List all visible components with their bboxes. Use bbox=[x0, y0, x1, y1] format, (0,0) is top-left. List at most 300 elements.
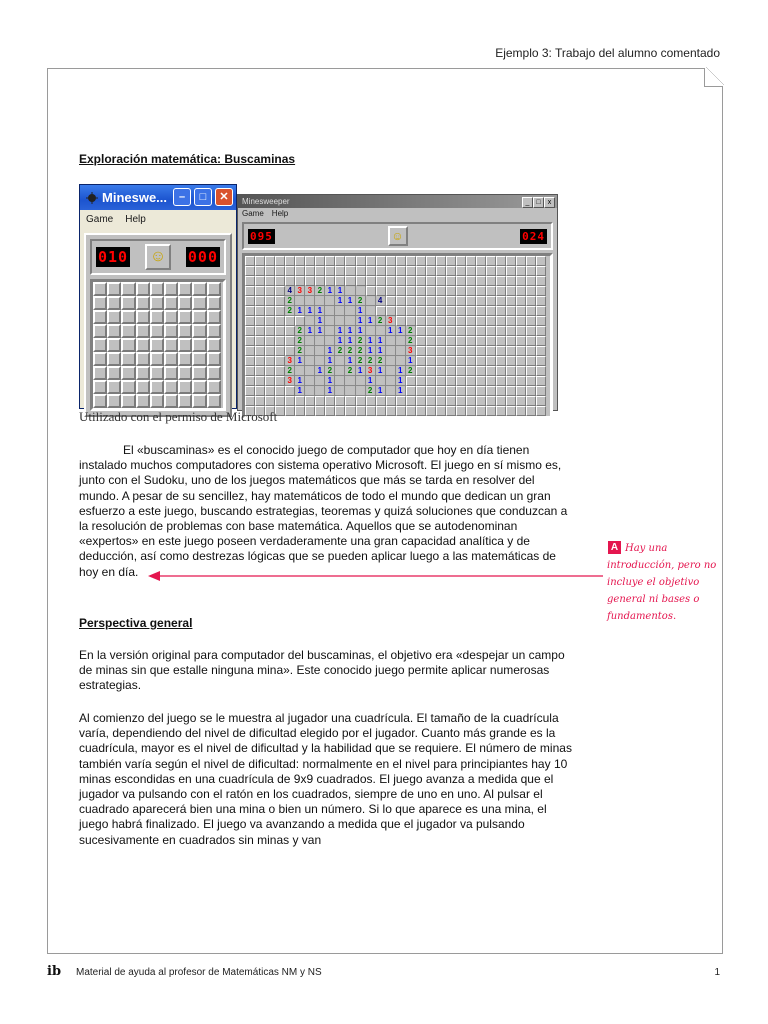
grid-cell[interactable] bbox=[305, 406, 315, 416]
grid-cell[interactable] bbox=[121, 282, 135, 296]
grid-cell[interactable] bbox=[356, 286, 366, 296]
grid-cell[interactable] bbox=[396, 336, 406, 346]
grid-cell[interactable] bbox=[536, 276, 546, 286]
grid-cell[interactable] bbox=[366, 276, 376, 286]
grid-cell[interactable]: 2 bbox=[366, 356, 376, 366]
grid-cell[interactable] bbox=[345, 316, 355, 326]
grid-cell[interactable] bbox=[406, 376, 416, 386]
grid-cell[interactable] bbox=[265, 396, 275, 406]
grid-cell[interactable] bbox=[516, 366, 526, 376]
grid-cell[interactable] bbox=[386, 346, 396, 356]
grid-cell[interactable] bbox=[446, 396, 456, 406]
grid-cell[interactable]: 1 bbox=[366, 346, 376, 356]
grid-cell[interactable] bbox=[486, 386, 496, 396]
grid-cell[interactable] bbox=[192, 352, 206, 366]
grid-cell[interactable] bbox=[335, 276, 345, 286]
grid-cell[interactable]: 2 bbox=[366, 386, 376, 396]
grid-cell[interactable] bbox=[476, 256, 486, 266]
grid-cell[interactable] bbox=[245, 336, 255, 346]
grid-cell[interactable] bbox=[506, 286, 516, 296]
grid-cell[interactable] bbox=[456, 336, 466, 346]
grid-cell[interactable] bbox=[325, 326, 335, 336]
grid-cell[interactable]: 3 bbox=[366, 366, 376, 376]
grid-cell[interactable] bbox=[476, 386, 486, 396]
grid-cell[interactable] bbox=[285, 346, 295, 356]
grid-cell[interactable] bbox=[396, 346, 406, 356]
grid-cell[interactable] bbox=[496, 306, 506, 316]
grid-cell[interactable]: 2 bbox=[285, 366, 295, 376]
grid-cell[interactable]: 2 bbox=[295, 336, 305, 346]
grid-cell[interactable] bbox=[305, 336, 315, 346]
grid-cell[interactable] bbox=[506, 386, 516, 396]
grid-cell[interactable] bbox=[466, 386, 476, 396]
grid-cell[interactable] bbox=[496, 386, 506, 396]
grid-cell[interactable] bbox=[426, 406, 436, 416]
grid-cell[interactable] bbox=[416, 346, 426, 356]
grid-cell[interactable] bbox=[506, 316, 516, 326]
grid-cell[interactable] bbox=[456, 376, 466, 386]
grid-cell[interactable] bbox=[436, 266, 446, 276]
grid-cell[interactable] bbox=[178, 352, 192, 366]
grid-cell[interactable]: 2 bbox=[335, 346, 345, 356]
grid-cell[interactable]: 2 bbox=[356, 356, 366, 366]
grid-cell[interactable] bbox=[386, 266, 396, 276]
grid-cell[interactable]: 2 bbox=[406, 326, 416, 336]
grid-cell[interactable] bbox=[245, 356, 255, 366]
grid-cell[interactable] bbox=[526, 376, 536, 386]
grid-cell[interactable] bbox=[506, 346, 516, 356]
grid-cell[interactable] bbox=[446, 386, 456, 396]
grid-cell[interactable] bbox=[426, 256, 436, 266]
grid-cell[interactable] bbox=[426, 366, 436, 376]
grid-cell[interactable] bbox=[436, 346, 446, 356]
grid-cell[interactable] bbox=[406, 396, 416, 406]
grid-cell[interactable] bbox=[506, 396, 516, 406]
grid-cell[interactable] bbox=[446, 346, 456, 356]
grid-cell[interactable] bbox=[335, 316, 345, 326]
grid-cell[interactable] bbox=[345, 276, 355, 286]
grid-cell[interactable] bbox=[150, 324, 164, 338]
grid-cell[interactable] bbox=[265, 276, 275, 286]
grid-cell[interactable] bbox=[476, 376, 486, 386]
grid-cell[interactable] bbox=[476, 406, 486, 416]
grid-cell[interactable] bbox=[516, 336, 526, 346]
grid-cell[interactable] bbox=[345, 406, 355, 416]
grid-cell[interactable] bbox=[255, 296, 265, 306]
grid-cell[interactable] bbox=[456, 346, 466, 356]
grid-cell[interactable] bbox=[386, 296, 396, 306]
grid-cell[interactable]: 1 bbox=[366, 336, 376, 346]
grid-cell[interactable]: 3 bbox=[285, 376, 295, 386]
grid-cell[interactable] bbox=[466, 286, 476, 296]
grid-cell[interactable] bbox=[315, 346, 325, 356]
grid-cell[interactable] bbox=[396, 286, 406, 296]
grid-cell[interactable] bbox=[164, 338, 178, 352]
grid-cell[interactable] bbox=[486, 256, 496, 266]
grid-cell[interactable] bbox=[406, 286, 416, 296]
grid-cell[interactable] bbox=[496, 276, 506, 286]
grid-cell[interactable] bbox=[275, 296, 285, 306]
grid-cell[interactable] bbox=[536, 256, 546, 266]
grid-cell[interactable] bbox=[325, 266, 335, 276]
grid-cell[interactable] bbox=[416, 266, 426, 276]
grid-cell[interactable]: 1 bbox=[295, 306, 305, 316]
grid-cell[interactable] bbox=[265, 386, 275, 396]
window-titlebar[interactable] bbox=[238, 195, 557, 208]
grid-cell[interactable] bbox=[486, 396, 496, 406]
grid-cell[interactable] bbox=[164, 352, 178, 366]
grid-cell[interactable] bbox=[164, 282, 178, 296]
grid-cell[interactable] bbox=[356, 276, 366, 286]
grid-cell[interactable] bbox=[486, 266, 496, 276]
grid-cell[interactable] bbox=[516, 266, 526, 276]
grid-cell[interactable] bbox=[516, 306, 526, 316]
grid-cell[interactable]: 1 bbox=[356, 316, 366, 326]
grid-cell[interactable] bbox=[285, 406, 295, 416]
grid-cell[interactable] bbox=[376, 376, 386, 386]
grid-cell[interactable] bbox=[345, 386, 355, 396]
grid-cell[interactable] bbox=[121, 394, 135, 408]
grid-cell[interactable] bbox=[536, 396, 546, 406]
grid-cell[interactable]: 1 bbox=[356, 326, 366, 336]
grid-cell[interactable] bbox=[335, 256, 345, 266]
grid-cell[interactable] bbox=[416, 356, 426, 366]
grid-cell[interactable] bbox=[496, 406, 506, 416]
grid-cell[interactable] bbox=[150, 282, 164, 296]
grid-cell[interactable] bbox=[255, 396, 265, 406]
grid-cell[interactable]: 2 bbox=[295, 346, 305, 356]
grid-cell[interactable] bbox=[456, 276, 466, 286]
grid-cell[interactable] bbox=[486, 366, 496, 376]
grid-cell[interactable] bbox=[305, 276, 315, 286]
grid-cell[interactable] bbox=[265, 336, 275, 346]
grid-cell[interactable] bbox=[275, 386, 285, 396]
grid-cell[interactable] bbox=[345, 266, 355, 276]
grid-cell[interactable] bbox=[426, 376, 436, 386]
grid-cell[interactable] bbox=[456, 306, 466, 316]
grid-cell[interactable] bbox=[456, 296, 466, 306]
grid-cell[interactable] bbox=[456, 406, 466, 416]
grid-cell[interactable] bbox=[356, 386, 366, 396]
grid-cell[interactable] bbox=[207, 380, 221, 394]
grid-cell[interactable]: 1 bbox=[295, 376, 305, 386]
grid-cell[interactable] bbox=[335, 406, 345, 416]
grid-cell[interactable] bbox=[275, 396, 285, 406]
grid-cell[interactable] bbox=[245, 286, 255, 296]
grid-cell[interactable] bbox=[496, 296, 506, 306]
grid-cell[interactable] bbox=[506, 306, 516, 316]
grid-cell[interactable] bbox=[345, 376, 355, 386]
grid-cell[interactable] bbox=[516, 406, 526, 416]
grid-cell[interactable] bbox=[275, 256, 285, 266]
grid-cell[interactable] bbox=[436, 296, 446, 306]
grid-cell[interactable] bbox=[376, 406, 386, 416]
grid-cell[interactable]: 1 bbox=[396, 376, 406, 386]
grid-cell[interactable] bbox=[315, 356, 325, 366]
grid-cell[interactable] bbox=[93, 310, 107, 324]
grid-cell[interactable] bbox=[121, 380, 135, 394]
grid-cell[interactable] bbox=[107, 310, 121, 324]
grid-cell[interactable] bbox=[164, 296, 178, 310]
grid-cell[interactable] bbox=[406, 276, 416, 286]
grid-cell[interactable] bbox=[285, 386, 295, 396]
grid-cell[interactable] bbox=[396, 406, 406, 416]
grid-cell[interactable] bbox=[295, 396, 305, 406]
grid-cell[interactable] bbox=[121, 310, 135, 324]
grid-cell[interactable] bbox=[466, 406, 476, 416]
grid-cell[interactable]: 3 bbox=[386, 316, 396, 326]
grid-cell[interactable] bbox=[416, 396, 426, 406]
grid-cell[interactable] bbox=[366, 296, 376, 306]
grid-cell[interactable] bbox=[178, 282, 192, 296]
grid-cell[interactable]: 1 bbox=[376, 386, 386, 396]
grid-cell[interactable] bbox=[466, 356, 476, 366]
grid-cell[interactable] bbox=[446, 286, 456, 296]
grid-cell[interactable] bbox=[93, 282, 107, 296]
grid-cell[interactable] bbox=[466, 306, 476, 316]
grid-cell[interactable] bbox=[255, 276, 265, 286]
grid-cell[interactable] bbox=[386, 356, 396, 366]
grid-cell[interactable]: 1 bbox=[396, 326, 406, 336]
grid-cell[interactable] bbox=[506, 276, 516, 286]
grid-cell[interactable] bbox=[107, 338, 121, 352]
grid-cell[interactable] bbox=[366, 396, 376, 406]
grid-cell[interactable] bbox=[178, 310, 192, 324]
grid-cell[interactable] bbox=[164, 394, 178, 408]
grid-cell[interactable] bbox=[164, 324, 178, 338]
grid-cell[interactable] bbox=[386, 376, 396, 386]
grid-cell[interactable]: 2 bbox=[285, 296, 295, 306]
grid-cell[interactable] bbox=[476, 286, 486, 296]
grid-cell[interactable]: 2 bbox=[345, 366, 355, 376]
grid-cell[interactable] bbox=[121, 352, 135, 366]
grid-cell[interactable] bbox=[356, 406, 366, 416]
grid-cell[interactable] bbox=[386, 306, 396, 316]
grid-cell[interactable] bbox=[516, 326, 526, 336]
grid-cell[interactable] bbox=[436, 396, 446, 406]
grid-cell[interactable] bbox=[426, 276, 436, 286]
grid-cell[interactable] bbox=[476, 356, 486, 366]
grid-cell[interactable] bbox=[335, 396, 345, 406]
grid-cell[interactable] bbox=[406, 316, 416, 326]
grid-cell[interactable] bbox=[265, 316, 275, 326]
grid-cell[interactable] bbox=[506, 366, 516, 376]
grid-cell[interactable] bbox=[516, 276, 526, 286]
grid-cell[interactable] bbox=[285, 276, 295, 286]
grid-cell[interactable] bbox=[245, 256, 255, 266]
grid-cell[interactable] bbox=[446, 326, 456, 336]
grid-cell[interactable] bbox=[255, 386, 265, 396]
grid-cell[interactable] bbox=[136, 338, 150, 352]
grid-cell[interactable] bbox=[275, 306, 285, 316]
grid-cell[interactable] bbox=[245, 326, 255, 336]
grid-cell[interactable] bbox=[476, 296, 486, 306]
grid-cell[interactable] bbox=[486, 286, 496, 296]
grid-cell[interactable] bbox=[366, 256, 376, 266]
grid-cell[interactable] bbox=[325, 256, 335, 266]
grid-cell[interactable] bbox=[356, 376, 366, 386]
grid-cell[interactable] bbox=[335, 376, 345, 386]
grid-cell[interactable]: 1 bbox=[376, 336, 386, 346]
grid-cell[interactable]: 4 bbox=[285, 286, 295, 296]
grid-cell[interactable] bbox=[207, 324, 221, 338]
grid-cell[interactable] bbox=[93, 352, 107, 366]
grid-cell[interactable] bbox=[506, 376, 516, 386]
grid-cell[interactable] bbox=[486, 316, 496, 326]
minimize-button[interactable]: _ bbox=[522, 197, 533, 208]
grid-cell[interactable] bbox=[366, 286, 376, 296]
grid-cell[interactable] bbox=[476, 396, 486, 406]
grid-cell[interactable] bbox=[406, 266, 416, 276]
grid-cell[interactable] bbox=[386, 336, 396, 346]
grid-cell[interactable]: 1 bbox=[295, 386, 305, 396]
grid-cell[interactable] bbox=[386, 396, 396, 406]
grid-cell[interactable] bbox=[526, 336, 536, 346]
grid-cell[interactable]: 4 bbox=[376, 296, 386, 306]
grid-cell[interactable] bbox=[456, 356, 466, 366]
grid-cell[interactable] bbox=[285, 336, 295, 346]
grid-cell[interactable] bbox=[456, 366, 466, 376]
grid-cell[interactable] bbox=[406, 406, 416, 416]
grid-cell[interactable] bbox=[335, 386, 345, 396]
grid-cell[interactable] bbox=[136, 394, 150, 408]
grid-cell[interactable] bbox=[406, 386, 416, 396]
grid-cell[interactable] bbox=[275, 266, 285, 276]
grid-cell[interactable] bbox=[295, 266, 305, 276]
grid-cell[interactable] bbox=[486, 296, 496, 306]
grid-cell[interactable] bbox=[516, 356, 526, 366]
grid-cell[interactable] bbox=[335, 356, 345, 366]
grid-cell[interactable] bbox=[526, 276, 536, 286]
grid-cell[interactable] bbox=[245, 266, 255, 276]
grid-cell[interactable] bbox=[476, 346, 486, 356]
grid-cell[interactable] bbox=[536, 356, 546, 366]
menu-game[interactable]: Game bbox=[86, 214, 114, 225]
grid-cell[interactable] bbox=[265, 346, 275, 356]
grid-cell[interactable] bbox=[265, 306, 275, 316]
grid-cell[interactable] bbox=[396, 356, 406, 366]
grid-cell[interactable] bbox=[335, 306, 345, 316]
grid-cell[interactable] bbox=[150, 296, 164, 310]
grid-cell[interactable] bbox=[285, 256, 295, 266]
grid-cell[interactable] bbox=[416, 406, 426, 416]
grid-cell[interactable] bbox=[121, 366, 135, 380]
grid-cell[interactable] bbox=[366, 266, 376, 276]
grid-cell[interactable] bbox=[446, 366, 456, 376]
grid-cell[interactable] bbox=[245, 396, 255, 406]
grid-cell[interactable]: 1 bbox=[335, 326, 345, 336]
grid-cell[interactable] bbox=[245, 386, 255, 396]
close-button[interactable]: x bbox=[544, 197, 555, 208]
grid-cell[interactable] bbox=[406, 256, 416, 266]
grid-cell[interactable] bbox=[516, 256, 526, 266]
smiley-face-button[interactable] bbox=[388, 226, 408, 246]
grid-cell[interactable]: 1 bbox=[295, 356, 305, 366]
grid-cell[interactable] bbox=[93, 366, 107, 380]
grid-cell[interactable]: 1 bbox=[315, 306, 325, 316]
grid-cell[interactable]: 1 bbox=[305, 306, 315, 316]
grid-cell[interactable] bbox=[295, 316, 305, 326]
grid-cell[interactable] bbox=[315, 256, 325, 266]
grid-cell[interactable]: 1 bbox=[406, 356, 416, 366]
grid-cell[interactable] bbox=[305, 386, 315, 396]
grid-cell[interactable] bbox=[526, 286, 536, 296]
grid-cell[interactable] bbox=[315, 376, 325, 386]
grid-cell[interactable] bbox=[516, 286, 526, 296]
grid-cell[interactable] bbox=[315, 386, 325, 396]
grid-cell[interactable] bbox=[305, 316, 315, 326]
grid-cell[interactable] bbox=[446, 296, 456, 306]
grid-cell[interactable] bbox=[526, 316, 536, 326]
grid-cell[interactable] bbox=[245, 276, 255, 286]
grid-cell[interactable] bbox=[426, 346, 436, 356]
grid-cell[interactable] bbox=[136, 310, 150, 324]
grid-cell[interactable]: 3 bbox=[406, 346, 416, 356]
grid-cell[interactable] bbox=[396, 396, 406, 406]
grid-cell[interactable] bbox=[265, 266, 275, 276]
grid-cell[interactable] bbox=[150, 338, 164, 352]
grid-cell[interactable] bbox=[285, 326, 295, 336]
grid-cell[interactable] bbox=[476, 306, 486, 316]
grid-cell[interactable] bbox=[416, 336, 426, 346]
grid-cell[interactable] bbox=[255, 266, 265, 276]
grid-cell[interactable] bbox=[255, 316, 265, 326]
grid-cell[interactable] bbox=[345, 286, 355, 296]
grid-cell[interactable] bbox=[335, 366, 345, 376]
grid-cell[interactable] bbox=[275, 286, 285, 296]
grid-cell[interactable] bbox=[164, 310, 178, 324]
grid-cell[interactable] bbox=[466, 326, 476, 336]
grid-cell[interactable] bbox=[136, 324, 150, 338]
grid-cell[interactable] bbox=[192, 338, 206, 352]
grid-cell[interactable] bbox=[178, 380, 192, 394]
grid-cell[interactable] bbox=[275, 366, 285, 376]
grid-cell[interactable] bbox=[136, 352, 150, 366]
grid-cell[interactable] bbox=[466, 366, 476, 376]
grid-cell[interactable] bbox=[107, 394, 121, 408]
grid-cell[interactable]: 1 bbox=[396, 386, 406, 396]
grid-cell[interactable] bbox=[486, 406, 496, 416]
grid-cell[interactable] bbox=[486, 376, 496, 386]
grid-cell[interactable]: 1 bbox=[305, 326, 315, 336]
grid-cell[interactable] bbox=[396, 266, 406, 276]
grid-cell[interactable] bbox=[255, 336, 265, 346]
grid-cell[interactable] bbox=[436, 386, 446, 396]
grid-cell[interactable] bbox=[446, 356, 456, 366]
window-titlebar[interactable] bbox=[80, 185, 236, 210]
grid-cell[interactable] bbox=[436, 406, 446, 416]
grid-cell[interactable]: 3 bbox=[285, 356, 295, 366]
grid-cell[interactable] bbox=[345, 396, 355, 406]
grid-cell[interactable] bbox=[150, 352, 164, 366]
grid-cell[interactable] bbox=[526, 356, 536, 366]
grid-cell[interactable] bbox=[486, 346, 496, 356]
grid-cell[interactable] bbox=[436, 376, 446, 386]
grid-cell[interactable] bbox=[275, 376, 285, 386]
grid-cell[interactable] bbox=[121, 338, 135, 352]
grid-cell[interactable] bbox=[192, 282, 206, 296]
grid-cell[interactable] bbox=[416, 256, 426, 266]
grid-cell[interactable]: 1 bbox=[376, 346, 386, 356]
grid-cell[interactable]: 1 bbox=[396, 366, 406, 376]
grid-cell[interactable] bbox=[466, 376, 476, 386]
grid-cell[interactable] bbox=[386, 366, 396, 376]
grid-cell[interactable] bbox=[315, 276, 325, 286]
grid-cell[interactable] bbox=[315, 336, 325, 346]
grid-cell[interactable] bbox=[192, 366, 206, 380]
grid-cell[interactable] bbox=[376, 266, 386, 276]
grid-cell[interactable] bbox=[275, 316, 285, 326]
